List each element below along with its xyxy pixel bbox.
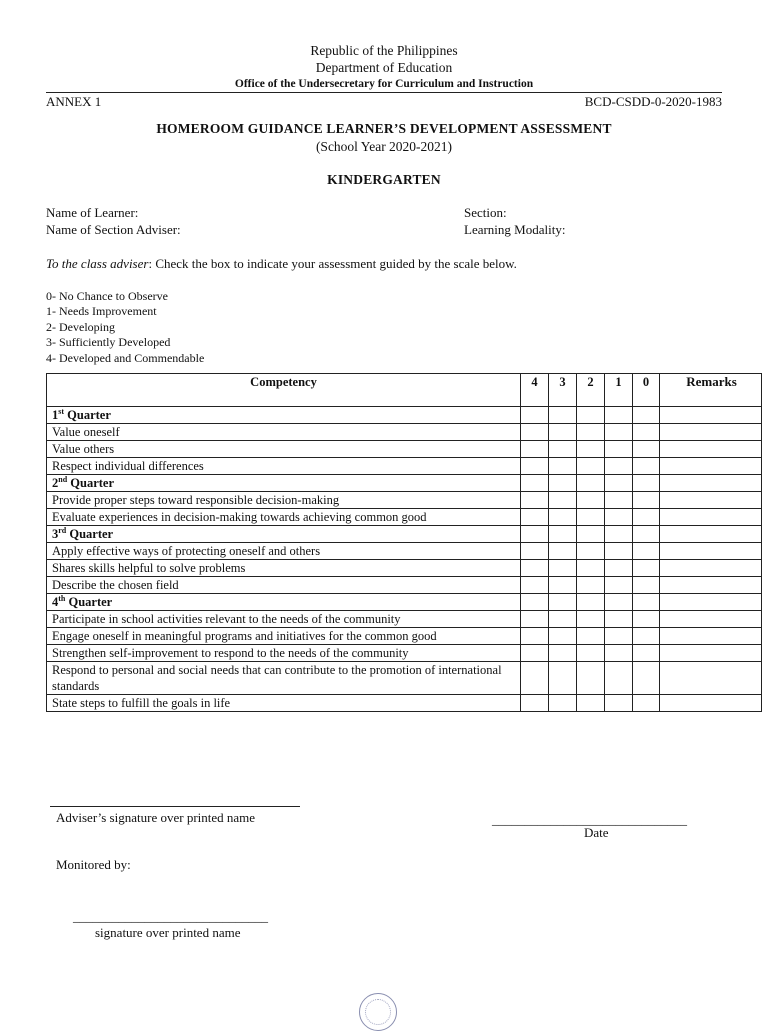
form-title: HOMEROOM GUIDANCE LEARNER’S DEVELOPMENT ASSESSMENT — [156, 121, 612, 136]
rating-cell[interactable] — [633, 662, 660, 695]
competency-cell: Strengthen self-improvement to respond to the needs of the community — [47, 645, 521, 662]
rating-cell[interactable] — [633, 509, 660, 526]
grade-level: KINDERGARTEN — [327, 172, 441, 187]
scale-item: 2- Developing — [46, 319, 115, 334]
rating-cell[interactable] — [549, 560, 577, 577]
competency-cell: Describe the chosen field — [47, 577, 521, 594]
remarks-cell[interactable] — [660, 695, 762, 712]
rating-cell[interactable] — [605, 543, 633, 560]
rating-cell[interactable] — [549, 492, 577, 509]
rating-cell[interactable] — [521, 407, 549, 424]
rating-cell[interactable] — [633, 441, 660, 458]
competency-cell: Value others — [47, 441, 521, 458]
scale-item: 0- No Chance to Observe — [46, 289, 168, 303]
table-row — [47, 560, 762, 577]
rating-cell[interactable] — [605, 526, 633, 543]
score-0-header: 0 — [633, 374, 660, 407]
date-label: Date — [584, 825, 609, 840]
rating-cell[interactable] — [521, 509, 549, 526]
rating-cell[interactable] — [633, 645, 660, 662]
rating-cell[interactable] — [577, 475, 605, 492]
instructions — [46, 256, 517, 272]
rating-cell[interactable] — [521, 594, 549, 611]
instructions-lead: To the class adviser — [46, 256, 149, 271]
remarks-header — [660, 374, 762, 407]
competency-header: Competency — [47, 374, 521, 407]
rating-cell[interactable] — [633, 458, 660, 475]
remarks-cell[interactable] — [660, 611, 762, 628]
competency-cell: Evaluate experiences in decision-making towards achieving common good — [47, 509, 521, 526]
rating-cell[interactable] — [605, 594, 633, 611]
scale-item: 3- Sufficiently Developed — [46, 335, 171, 350]
rating-cell[interactable] — [633, 577, 660, 594]
rating-cell[interactable] — [605, 441, 633, 458]
rating-cell[interactable] — [549, 543, 577, 560]
rating-cell[interactable] — [521, 628, 549, 645]
competency-cell: Value oneself — [47, 424, 521, 441]
rating-cell[interactable] — [577, 628, 605, 645]
rating-cell[interactable] — [605, 458, 633, 475]
table-row — [47, 543, 762, 560]
table-row — [47, 424, 762, 441]
rating-cell[interactable] — [577, 611, 605, 628]
rating-cell[interactable] — [633, 407, 660, 424]
quarter-word: Quarter — [70, 476, 115, 490]
rating-cell[interactable] — [549, 611, 577, 628]
rating-cell[interactable] — [549, 577, 577, 594]
rating-cell[interactable] — [577, 441, 605, 458]
adviser-signature-line[interactable] — [50, 806, 300, 807]
quarter-number: 2 — [52, 476, 59, 490]
quarter-word: Quarter — [69, 527, 114, 541]
rating-cell[interactable] — [577, 594, 605, 611]
table-row — [47, 611, 762, 628]
rating-cell[interactable] — [605, 611, 633, 628]
school-year: (School Year 2020-2021) — [315, 139, 453, 154]
quarter-label — [47, 594, 521, 611]
quarter-ordinal: st — [58, 407, 65, 416]
quarter-row — [47, 526, 762, 543]
section-field[interactable]: Section: — [464, 205, 507, 220]
rating-cell[interactable] — [521, 577, 549, 594]
table-row — [47, 577, 762, 594]
seal-inner-ring — [365, 999, 391, 1025]
remarks-header-label: Remarks — [686, 374, 737, 389]
rating-cell[interactable] — [577, 458, 605, 475]
remarks-cell[interactable] — [660, 509, 762, 526]
competency-cell: State steps to fulfill the goals in life — [47, 695, 521, 712]
monitor-signature-line[interactable]: ______________________________ — [73, 909, 268, 924]
rating-cell[interactable] — [577, 526, 605, 543]
rating-cell[interactable] — [521, 611, 549, 628]
table-row — [47, 509, 762, 526]
remarks-cell[interactable] — [660, 424, 762, 441]
remarks-cell[interactable] — [660, 492, 762, 509]
rating-cell[interactable] — [577, 577, 605, 594]
competency-cell: Participate in school activities relevant to the needs of the community — [47, 611, 521, 628]
quarter-word: Quarter — [67, 408, 111, 422]
competency-cell: Shares skills helpful to solve problems — [47, 560, 521, 577]
quarter-ordinal: th — [58, 594, 66, 603]
quarter-word: Quarter — [68, 595, 113, 609]
rating-cell[interactable] — [521, 492, 549, 509]
quarter-ordinal: nd — [58, 475, 68, 484]
rating-cell[interactable] — [633, 543, 660, 560]
rating-cell[interactable] — [549, 526, 577, 543]
quarter-label — [47, 407, 521, 424]
rating-cell[interactable] — [633, 611, 660, 628]
instructions-text: : Check the box to indicate your assessment guided by the scale below. — [148, 256, 517, 271]
learning-modality-field[interactable]: Learning Modality: — [464, 222, 566, 237]
rating-cell[interactable] — [549, 695, 577, 712]
header-rule — [46, 92, 722, 93]
remarks-cell[interactable] — [660, 645, 762, 662]
rating-cell[interactable] — [549, 424, 577, 441]
rating-cell[interactable] — [605, 424, 633, 441]
rating-cell[interactable] — [549, 475, 577, 492]
rating-cell[interactable] — [521, 424, 549, 441]
header-office: Office of the Undersecretary for Curriculum and Instruction — [234, 78, 534, 90]
annex-label: ANNEX 1 — [46, 94, 102, 109]
rating-cell[interactable] — [521, 458, 549, 475]
rating-cell[interactable] — [633, 695, 660, 712]
adviser-name-field[interactable]: Name of Section Adviser: — [46, 222, 181, 237]
rating-cell[interactable] — [633, 560, 660, 577]
scale-item: 4- Developed and Commendable — [46, 350, 205, 365]
remarks-cell[interactable] — [660, 560, 762, 577]
rating-cell[interactable] — [605, 645, 633, 662]
remarks-cell[interactable] — [660, 407, 762, 424]
table-row — [47, 628, 762, 645]
rating-cell[interactable] — [521, 695, 549, 712]
rating-cell[interactable] — [605, 407, 633, 424]
table-row — [47, 662, 762, 695]
competency-table — [46, 373, 762, 712]
rating-cell[interactable] — [521, 543, 549, 560]
competency-cell: Provide proper steps toward responsible decision-making — [47, 492, 521, 509]
rating-cell[interactable] — [577, 543, 605, 560]
rating-cell[interactable] — [605, 492, 633, 509]
rating-cell[interactable] — [633, 475, 660, 492]
rating-cell[interactable] — [633, 492, 660, 509]
header-department: Department of Education — [315, 60, 453, 75]
table-header-row — [47, 374, 762, 407]
competency-cell: Respond to personal and social needs that can contribute to the promotion of international standards — [47, 662, 521, 695]
adviser-signature-label: Adviser’s signature over printed name — [56, 810, 256, 825]
rating-cell[interactable] — [577, 407, 605, 424]
quarter-row — [47, 475, 762, 492]
rating-cell[interactable] — [549, 458, 577, 475]
rating-cell[interactable] — [577, 560, 605, 577]
rating-cell[interactable] — [549, 662, 577, 695]
rating-cell[interactable] — [549, 407, 577, 424]
rating-cell[interactable] — [549, 441, 577, 458]
quarter-label — [47, 475, 521, 492]
remarks-cell[interactable] — [660, 628, 762, 645]
table-row — [47, 492, 762, 509]
table-row — [47, 441, 762, 458]
rating-cell[interactable] — [633, 526, 660, 543]
rating-cell[interactable] — [549, 628, 577, 645]
remarks-cell[interactable] — [660, 543, 762, 560]
date-line[interactable]: ______________________________ — [492, 812, 687, 827]
rating-cell[interactable] — [605, 509, 633, 526]
remarks-cell[interactable] — [660, 475, 762, 492]
remarks-cell[interactable] — [660, 594, 762, 611]
quarter-number: 1 — [52, 408, 59, 422]
document-code: BCD-CSDD-0-2020-1983 — [584, 94, 722, 109]
rating-cell[interactable] — [577, 662, 605, 695]
table-row — [47, 695, 762, 712]
rating-cell[interactable] — [605, 577, 633, 594]
rating-cell[interactable] — [549, 509, 577, 526]
quarter-row — [47, 407, 762, 424]
quarter-label — [47, 526, 521, 543]
score-2-header: 2 — [577, 374, 605, 407]
score-4-header: 4 — [521, 374, 549, 407]
score-1-header: 1 — [605, 374, 633, 407]
rating-cell[interactable] — [605, 560, 633, 577]
annex-row — [46, 94, 722, 110]
rating-cell[interactable] — [577, 695, 605, 712]
competency-cell: Engage oneself in meaningful programs and initiatives for the common good — [47, 628, 521, 645]
rating-cell[interactable] — [521, 560, 549, 577]
rating-cell[interactable] — [521, 662, 549, 695]
remarks-cell[interactable] — [660, 441, 762, 458]
rating-cell[interactable] — [521, 441, 549, 458]
rating-cell[interactable] — [605, 475, 633, 492]
rating-cell[interactable] — [633, 628, 660, 645]
table-row — [47, 645, 762, 662]
monitored-by-label: Monitored by: — [56, 857, 131, 872]
quarter-row — [47, 594, 762, 611]
rating-cell[interactable] — [577, 492, 605, 509]
rating-cell[interactable] — [549, 645, 577, 662]
rating-cell[interactable] — [605, 662, 633, 695]
score-3-header: 3 — [549, 374, 577, 407]
rating-cell[interactable] — [633, 424, 660, 441]
header-republic: Republic of the Philippines — [310, 43, 458, 58]
rating-cell[interactable] — [577, 509, 605, 526]
quarter-number: 4 — [52, 595, 59, 609]
remarks-cell[interactable] — [660, 577, 762, 594]
scale-item: 1- Needs Improvement — [46, 304, 157, 319]
monitor-signature-label: signature over printed name — [95, 925, 241, 940]
table-row — [47, 458, 762, 475]
rating-scale — [46, 289, 204, 366]
learner-name-field[interactable]: Name of Learner: — [46, 205, 139, 220]
deped-seal-icon — [359, 993, 397, 1031]
rating-cell[interactable] — [521, 526, 549, 543]
quarter-number: 3 — [52, 527, 59, 541]
rating-cell[interactable] — [633, 594, 660, 611]
competency-cell: Respect individual differences — [47, 458, 521, 475]
quarter-ordinal: rd — [58, 526, 67, 535]
remarks-cell[interactable] — [660, 458, 762, 475]
rating-cell[interactable] — [605, 695, 633, 712]
rating-cell[interactable] — [521, 645, 549, 662]
rating-cell[interactable] — [577, 645, 605, 662]
rating-cell[interactable] — [605, 628, 633, 645]
rating-cell[interactable] — [549, 594, 577, 611]
competency-cell: Apply effective ways of protecting oneself and others — [47, 543, 521, 560]
rating-cell[interactable] — [521, 475, 549, 492]
remarks-cell[interactable] — [660, 662, 762, 695]
rating-cell[interactable] — [577, 424, 605, 441]
remarks-cell[interactable] — [660, 526, 762, 543]
